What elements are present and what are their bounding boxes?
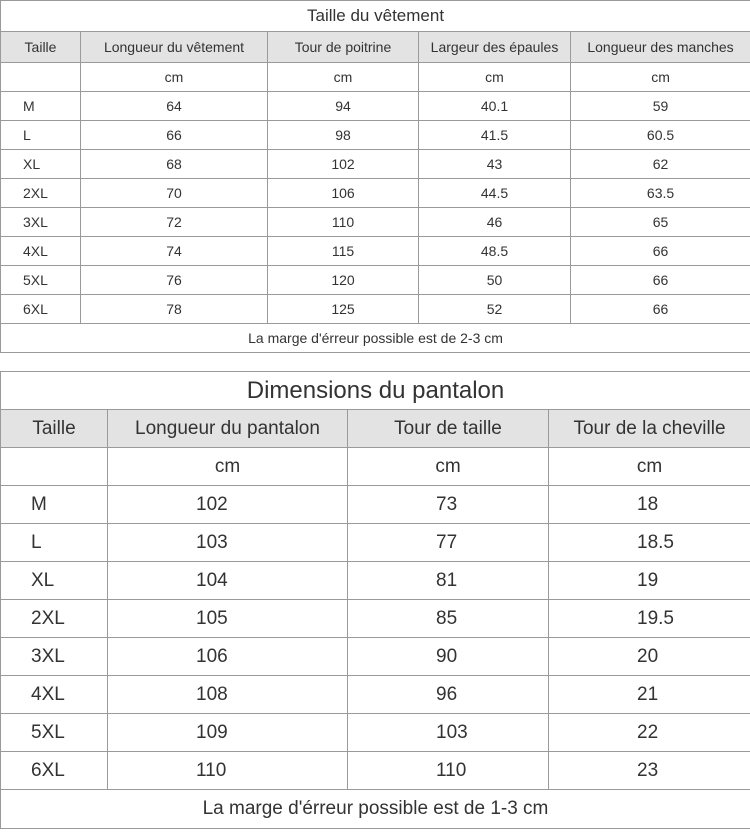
value-cell: 96 xyxy=(348,676,549,714)
table-row xyxy=(1,562,750,600)
column-header: Tour de poitrine xyxy=(268,32,419,63)
table-row xyxy=(1,295,750,324)
unit-cell: cm xyxy=(549,448,750,486)
unit-cell: cm xyxy=(419,63,571,92)
value-cell: 19.5 xyxy=(549,600,750,638)
size-cell: 6XL xyxy=(1,295,81,324)
table-row xyxy=(1,208,750,237)
value-cell: 103 xyxy=(348,714,549,752)
size-cell: 3XL xyxy=(1,638,108,676)
value-cell: 105 xyxy=(108,600,348,638)
size-cell: 4XL xyxy=(1,676,108,714)
size-cell: 4XL xyxy=(1,237,81,266)
value-cell: 115 xyxy=(268,237,419,266)
table-row xyxy=(1,752,750,790)
value-cell: 85 xyxy=(348,600,549,638)
table-row xyxy=(1,524,750,562)
unit-row xyxy=(1,448,750,486)
unit-cell xyxy=(1,448,108,486)
column-header: Tour de la cheville xyxy=(549,410,750,448)
value-cell: 110 xyxy=(108,752,348,790)
header-row xyxy=(1,32,750,63)
value-cell: 60.5 xyxy=(571,121,750,150)
value-cell: 110 xyxy=(348,752,549,790)
unit-cell: cm xyxy=(348,448,549,486)
table-row xyxy=(1,92,750,121)
size-cell: M xyxy=(1,92,81,121)
value-cell: 102 xyxy=(108,486,348,524)
column-header: Tour de taille xyxy=(348,410,549,448)
value-cell: 62 xyxy=(571,150,750,179)
value-cell: 125 xyxy=(268,295,419,324)
column-header: Taille xyxy=(1,410,108,448)
value-cell: 110 xyxy=(268,208,419,237)
size-cell: XL xyxy=(1,150,81,179)
table-row xyxy=(1,121,750,150)
unit-row xyxy=(1,63,750,92)
size-cell: 5XL xyxy=(1,266,81,295)
value-cell: 23 xyxy=(549,752,750,790)
value-cell: 52 xyxy=(419,295,571,324)
size-cell: M xyxy=(1,486,108,524)
column-header: Longueur du pantalon xyxy=(108,410,348,448)
value-cell: 21 xyxy=(549,676,750,714)
value-cell: 108 xyxy=(108,676,348,714)
value-cell: 40.1 xyxy=(419,92,571,121)
tolerance-note: La marge d'érreur possible est de 2-3 cm xyxy=(1,324,750,353)
table-row xyxy=(1,676,750,714)
table-row xyxy=(1,179,750,208)
value-cell: 66 xyxy=(571,266,750,295)
table-title-row xyxy=(1,372,750,410)
value-cell: 94 xyxy=(268,92,419,121)
note-row xyxy=(1,790,750,829)
unit-cell: cm xyxy=(268,63,419,92)
tolerance-note: La marge d'érreur possible est de 1-3 cm xyxy=(1,790,750,829)
unit-cell xyxy=(1,63,81,92)
value-cell: 68 xyxy=(81,150,268,179)
value-cell: 19 xyxy=(549,562,750,600)
column-header: Longueur des manches xyxy=(571,32,750,63)
value-cell: 43 xyxy=(419,150,571,179)
size-cell: 2XL xyxy=(1,600,108,638)
value-cell: 74 xyxy=(81,237,268,266)
value-cell: 73 xyxy=(348,486,549,524)
value-cell: 44.5 xyxy=(419,179,571,208)
table-row xyxy=(1,638,750,676)
size-cell: 5XL xyxy=(1,714,108,752)
value-cell: 18.5 xyxy=(549,524,750,562)
pants-table-title: Dimensions du pantalon xyxy=(1,372,750,410)
value-cell: 59 xyxy=(571,92,750,121)
value-cell: 103 xyxy=(108,524,348,562)
unit-cell: cm xyxy=(81,63,268,92)
value-cell: 70 xyxy=(81,179,268,208)
table-row xyxy=(1,600,750,638)
table-row xyxy=(1,486,750,524)
value-cell: 78 xyxy=(81,295,268,324)
value-cell: 77 xyxy=(348,524,549,562)
value-cell: 66 xyxy=(571,237,750,266)
table-row xyxy=(1,266,750,295)
header-row xyxy=(1,410,750,448)
value-cell: 106 xyxy=(268,179,419,208)
value-cell: 48.5 xyxy=(419,237,571,266)
value-cell: 76 xyxy=(81,266,268,295)
table-row xyxy=(1,150,750,179)
value-cell: 66 xyxy=(81,121,268,150)
pants-size-table xyxy=(0,371,750,829)
table-title-row xyxy=(1,1,750,32)
value-cell: 120 xyxy=(268,266,419,295)
value-cell: 65 xyxy=(571,208,750,237)
value-cell: 22 xyxy=(549,714,750,752)
value-cell: 20 xyxy=(549,638,750,676)
value-cell: 64 xyxy=(81,92,268,121)
table-row xyxy=(1,714,750,752)
value-cell: 46 xyxy=(419,208,571,237)
column-header: Largeur des épaules xyxy=(419,32,571,63)
column-header: Longueur du vêtement xyxy=(81,32,268,63)
value-cell: 63.5 xyxy=(571,179,750,208)
size-cell: L xyxy=(1,524,108,562)
clothing-table-title: Taille du vêtement xyxy=(1,1,750,32)
size-cell: 2XL xyxy=(1,179,81,208)
value-cell: 72 xyxy=(81,208,268,237)
value-cell: 50 xyxy=(419,266,571,295)
table-row xyxy=(1,237,750,266)
unit-cell: cm xyxy=(108,448,348,486)
clothing-size-table xyxy=(0,0,750,353)
value-cell: 41.5 xyxy=(419,121,571,150)
value-cell: 109 xyxy=(108,714,348,752)
value-cell: 106 xyxy=(108,638,348,676)
size-cell: L xyxy=(1,121,81,150)
note-row xyxy=(1,324,750,353)
column-header: Taille xyxy=(1,32,81,63)
value-cell: 90 xyxy=(348,638,549,676)
size-cell: XL xyxy=(1,562,108,600)
value-cell: 81 xyxy=(348,562,549,600)
value-cell: 102 xyxy=(268,150,419,179)
size-cell: 6XL xyxy=(1,752,108,790)
unit-cell: cm xyxy=(571,63,750,92)
size-cell: 3XL xyxy=(1,208,81,237)
value-cell: 104 xyxy=(108,562,348,600)
value-cell: 18 xyxy=(549,486,750,524)
value-cell: 98 xyxy=(268,121,419,150)
value-cell: 66 xyxy=(571,295,750,324)
